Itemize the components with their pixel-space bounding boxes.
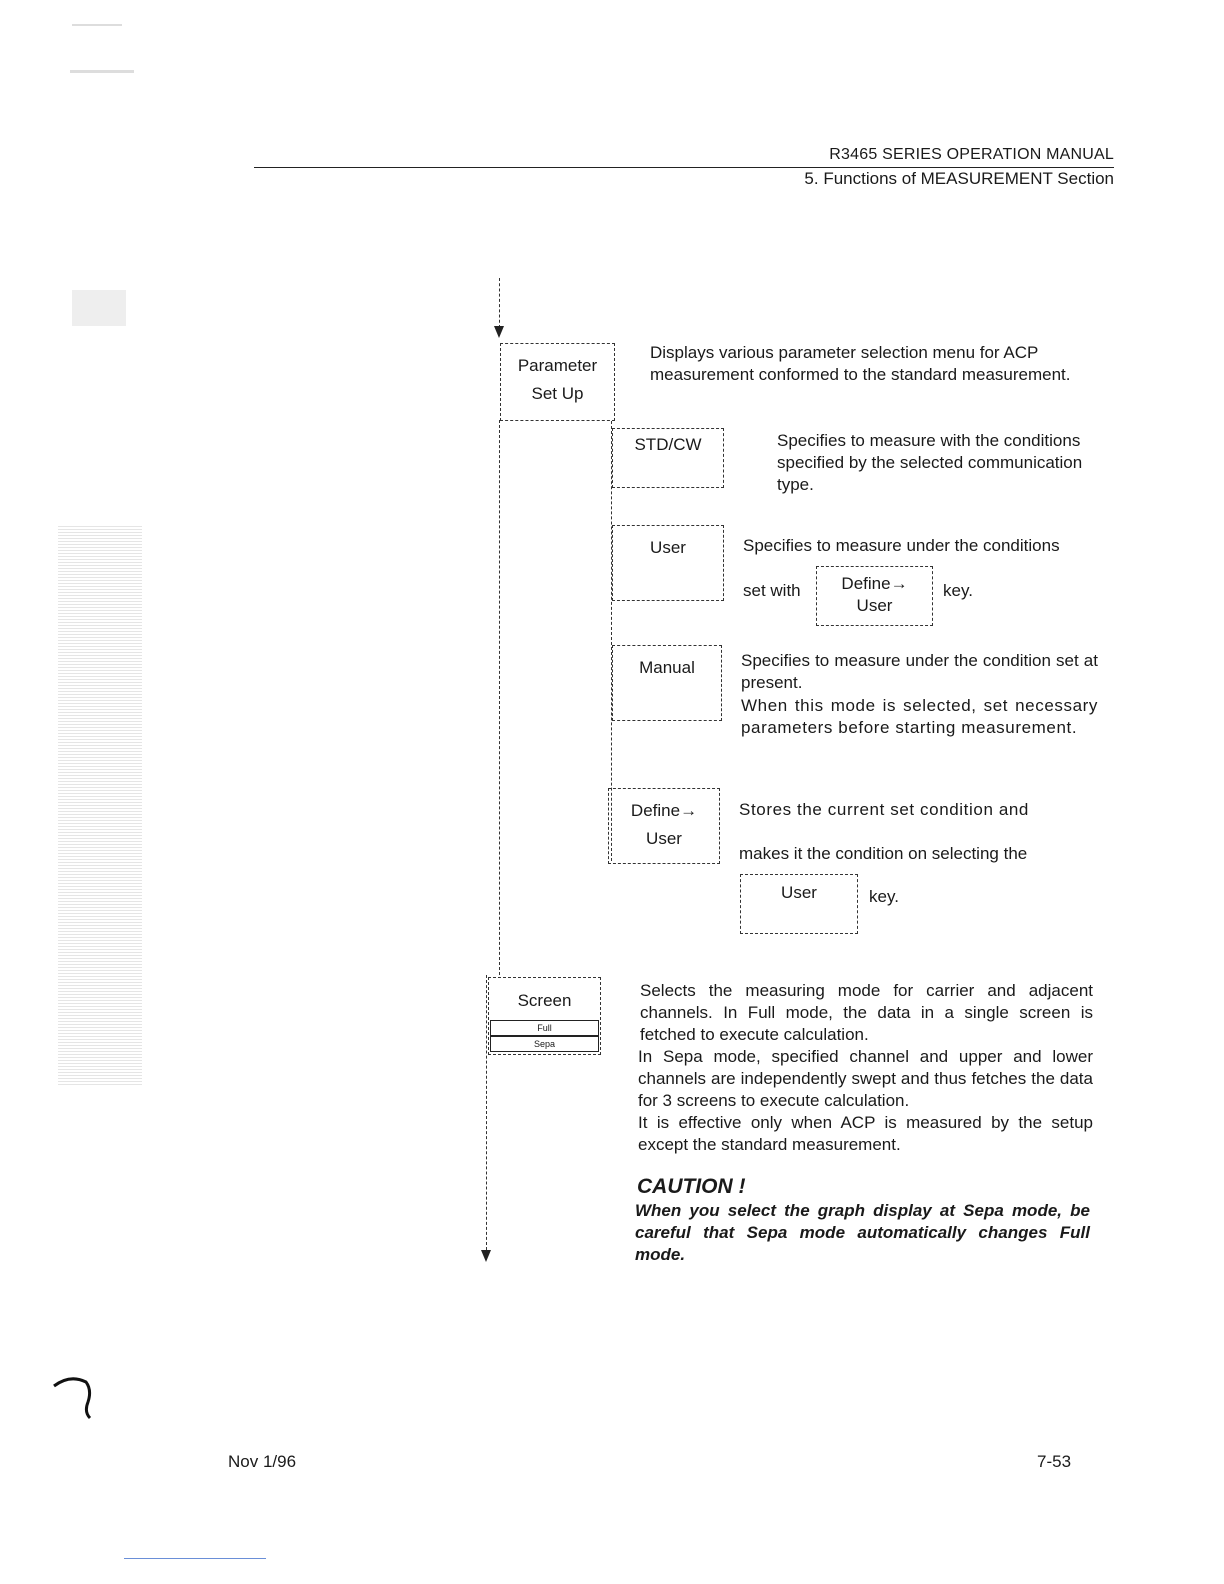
flow-spine-top [499,278,500,328]
manual-description-1: Specifies to measure under the condition set at present. [741,651,1098,692]
define-user-inline-key-line1: Define→ [841,574,908,593]
parameter-setup-key[interactable] [500,343,615,421]
user-inline-key-label: User [781,883,817,902]
screen-key-label: Screen [517,991,572,1010]
caution-title: CAUTION ! [637,1175,746,1198]
std-cw-key-label: STD/CW [634,435,702,454]
manual-description-2: When this mode is selected, set necessary parameters before starting measurement. [741,696,1098,737]
caution-body: When you select the graph display at Sepa mode, be careful that Sepa mode automatically changes Full mode. [635,1201,1090,1264]
scan-speck [72,24,122,26]
screen-description-3: It is effective only when ACP is measured by the setup except the standard measurement. [638,1113,1093,1154]
user-key[interactable] [612,525,724,601]
user-description: Specifies to measure under the conditions [743,536,1060,555]
define-user-key-line2: User [646,829,682,848]
define-user-description-2: makes it the condition on selecting the [739,844,1028,863]
define-user-inline-key-line2: User [856,596,893,615]
user-set-with: set with [743,581,801,600]
screen-description-2: In Sepa mode, specified channel and upper and lower channels are independently swept and thus fetches the data for 3 screens to execute calculation. [638,1047,1093,1110]
user-key-suffix: key. [943,581,973,600]
manual-title: R3465 SERIES OPERATION MANUAL [829,146,1114,163]
user-key-label: User [650,538,686,557]
define-user-inline-key [816,566,933,626]
screen-description-1: Selects the measuring mode for carrier and adjacent channels. In Full mode, the data in a single screen is fetched to execute calculation. [640,981,1093,1044]
bottom-blue-rule [124,1558,266,1559]
flow-spine-lower [486,975,487,1250]
define-user-key-suffix: key. [869,887,899,906]
manual-key-label: Manual [639,658,695,677]
screen-key[interactable] [488,977,601,1055]
footer-page-number: 7-53 [1037,1452,1072,1471]
parameter-setup-description: Displays various parameter selection menu for ACP measurement conformed to the standard measurement. [650,343,1071,384]
screen-option-full[interactable]: Full [490,1020,599,1036]
screen-option-sepa[interactable]: Sepa [490,1036,599,1052]
scan-speck [70,70,134,73]
std-cw-description: Specifies to measure with the conditions specified by the selected communication type. [777,431,1083,494]
footer-date: Nov 1/96 [228,1452,297,1471]
flow-arrow-bottom [481,1250,491,1262]
manual-key[interactable] [612,645,722,721]
user-inline-key [740,874,858,934]
header-rule [254,167,1114,168]
binding-hole-mark [48,1370,108,1420]
scan-speck [72,290,126,326]
flow-spine-main [499,420,500,975]
section-title: 5. Functions of MEASUREMENT Section [804,169,1114,188]
std-cw-key[interactable] [612,428,724,488]
define-user-key-line1: Define→ [630,801,698,820]
define-user-key[interactable] [608,788,720,864]
parameter-setup-key-line2: Set Up [531,384,584,403]
parameter-setup-key-line1: Parameter [517,356,598,375]
scan-artifact-strip [58,525,142,1085]
flow-arrow-top [494,326,504,338]
define-user-description-1: Stores the current set condition and [739,800,1029,819]
